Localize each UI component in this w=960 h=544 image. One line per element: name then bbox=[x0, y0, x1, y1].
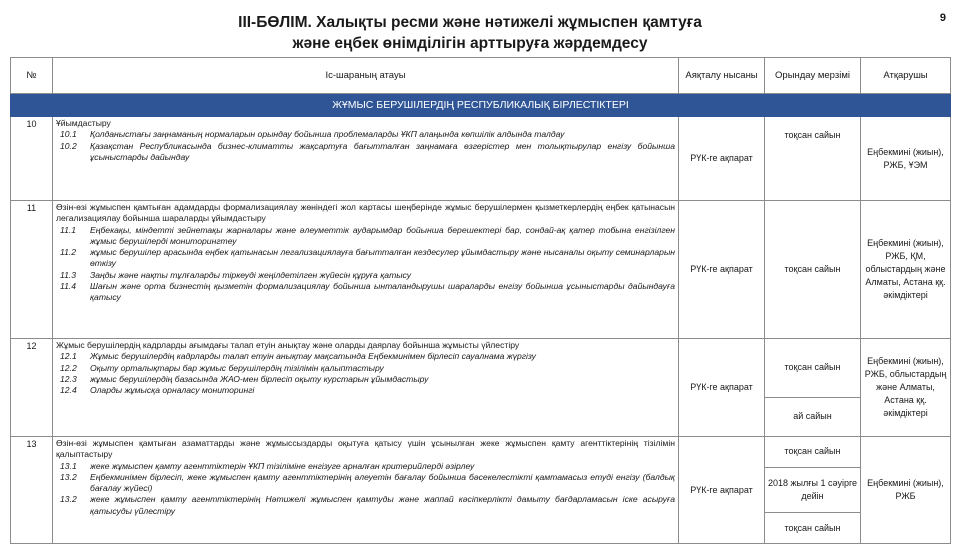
activity-main-text: Жұмыс берушілердің кадрларды ағымдағы талап етуін анықтау және оларды даярлау бойынша жұмысты үйлестіру bbox=[56, 340, 520, 350]
executor: Еңбекмині (жиын), РЖБ, ҚМ, облыстардың және Алматы, Астана ққ. әкімдіктері bbox=[861, 201, 951, 339]
sub-item-number: 12.2 bbox=[60, 362, 77, 373]
sub-item-number: 13.1 bbox=[60, 460, 77, 471]
sub-item-number: 11.2 bbox=[60, 247, 77, 258]
row-number: 11 bbox=[11, 201, 53, 339]
sub-item-number: 13.2 bbox=[60, 471, 77, 482]
completion-form: РҮК-ге ақпарат bbox=[679, 201, 765, 339]
activity-main-text: Өзін-өзі жұмыспен қамтыған азаматтарды және жұмыссыздарды оқытуға қатысу үшін ұсынылған жеке жұмыспен қамту агенттіктерінің тізілімін қалыптастыру bbox=[56, 438, 675, 460]
row-number: 10 bbox=[11, 117, 53, 201]
row-activity bbox=[53, 339, 679, 437]
row-activity bbox=[53, 117, 679, 201]
deadline-stack bbox=[765, 437, 860, 543]
row-number: 13 bbox=[11, 437, 53, 544]
table-header-row bbox=[11, 58, 951, 94]
row-activity bbox=[53, 201, 679, 339]
sub-item bbox=[56, 385, 675, 396]
table-row bbox=[11, 117, 951, 201]
title-line-2: және еңбек өнімділігін арттыруға жәрдемдесу bbox=[292, 35, 648, 52]
sub-item-number: 12.4 bbox=[60, 385, 77, 396]
activity-main-text: Өзін-өзі жұмыспен қамтыған адамдарды формализациялау жөніндегі жол картасы шеңберінде жұмыс берушілермен қызметкерлердің еңбек қатынасын легализациялау бойынша шараларды ұйымдастыру bbox=[56, 202, 675, 224]
sub-item-text: жеке жұмыспен қамту агенттіктерінің Нәтижелі жұмыспен қамтуды және жаппай кәсіпкерлікті дамыту бағдарламасын іске асыруға қатысуды үйлестіру bbox=[90, 494, 675, 516]
sub-item-number: 13.2 bbox=[60, 494, 77, 505]
sub-item bbox=[56, 351, 675, 362]
sub-item-text: жұмыс берушілер арасында еңбек қатынасын легализациялауға бағытталған кездесулер ұйымдастыру және нысаналы оқыту семинарларын өткізу bbox=[90, 247, 675, 269]
sub-item-text: Оларды жұмысқа орналасу мониторингі bbox=[90, 385, 255, 396]
deadline: тоқсан сайын bbox=[765, 437, 860, 468]
sub-item bbox=[56, 472, 675, 495]
sub-item-text: жұмыс берушілердің базасында ЖАО-мен бірлесіп оқыту курстарын ұйымдастыру bbox=[90, 373, 429, 384]
section-title: ЖҰМЫС БЕРУШІЛЕРДІҢ РЕСПУБЛИКАЛЫҚ БІРЛЕСТІКТЕРІ bbox=[11, 94, 951, 117]
deadline: тоқсан сайын bbox=[765, 117, 861, 201]
sub-item-number: 12.1 bbox=[60, 351, 77, 362]
sub-item bbox=[56, 494, 675, 517]
sub-item bbox=[56, 129, 675, 140]
header-completion-form: Аяқталу нысаны bbox=[679, 58, 765, 94]
activity-main-text: Ұйымдастыру bbox=[56, 118, 111, 128]
deadline-cell bbox=[765, 339, 861, 437]
deadline: тоқсан сайын bbox=[765, 339, 860, 398]
action-plan-table bbox=[10, 57, 951, 544]
document-title bbox=[150, 12, 790, 54]
sub-item-number: 10.1 bbox=[60, 129, 77, 140]
deadline-stack bbox=[765, 339, 860, 436]
completion-form: РҮК-ге ақпарат bbox=[679, 339, 765, 437]
sub-item-text: Оқыту орталықтары бар жұмыс берушілердің тізілімін қалыптастыру bbox=[90, 362, 384, 373]
sub-item-text: Еңбекақы, міндетті зейнетақы жарналары және әлеуметтік аударымдар бойынша берешектері бар, сондай-ақ қатер тобына енгізілген жұмыс берушілерді мониторингтеу bbox=[90, 224, 675, 246]
row-number: 12 bbox=[11, 339, 53, 437]
table-row bbox=[11, 339, 951, 437]
sub-item bbox=[56, 141, 675, 164]
sub-item-number: 11.1 bbox=[60, 224, 77, 235]
sub-item bbox=[56, 363, 675, 374]
deadline: тоқсан сайын bbox=[784, 522, 841, 533]
sub-item-number: 11.3 bbox=[60, 269, 77, 280]
sub-item-text: Заңды және нақты тұлғаларды тіркеуді жеңілдетілген жүйесін құруға қатысу bbox=[90, 269, 412, 280]
deadline-cell bbox=[765, 437, 861, 544]
page-number: 9 bbox=[939, 12, 946, 24]
sub-item bbox=[56, 281, 675, 304]
sub-item bbox=[56, 225, 675, 248]
row-activity bbox=[53, 437, 679, 544]
sub-item bbox=[56, 270, 675, 281]
header-executor: Атқарушы bbox=[861, 58, 951, 94]
sub-item-number: 10.2 bbox=[60, 140, 77, 151]
header-activity-name: Іс-шараның атауы bbox=[53, 58, 679, 94]
sub-item bbox=[56, 374, 675, 385]
table-row bbox=[11, 201, 951, 339]
deadline: ай сайын bbox=[793, 411, 832, 422]
sub-item-text: Қолданыстағы заңнаманың нормаларын орындау бойынша проблемаларды ҰКП алаңында көпшілік алдында талдау bbox=[90, 129, 565, 140]
sub-item-text: Еңбекминімен бірлесіп, жеке жұмыспен қамту агенттіктерінің әлеуетін бағалау бойынша бәсекелестікті қамтамасыз етуді енгізу (балдық бағалау жүйесі) bbox=[90, 471, 675, 494]
sub-item-text: Шағын және орта бизнестің қызметін формализациялау бойынша ынталандырушы шараларды енгізу бойынша ұсыныстарды дайындауға қатысу bbox=[90, 281, 675, 303]
sub-item bbox=[56, 247, 675, 270]
executor: Еңбекмині (жиын), РЖБ bbox=[861, 437, 951, 544]
deadline: тоқсан сайын bbox=[765, 201, 861, 339]
sub-item bbox=[56, 461, 675, 472]
completion-form: РҮК-ге ақпарат bbox=[679, 117, 765, 201]
deadline: 2018 жылғы 1 сәуірге дейін bbox=[765, 468, 860, 514]
executor: Еңбекмині (жиын), РЖБ, облыстардың және Алматы, Астана ққ. әкімдіктері bbox=[861, 339, 951, 437]
sub-item-text: Жұмыс берушілердің кадрларды талап етуін анықтау мақсатында Еңбекминімен бірлесіп сауалнама жүргізу bbox=[90, 351, 536, 362]
sub-item-number: 12.3 bbox=[60, 373, 77, 384]
header-number: № bbox=[11, 58, 53, 94]
section-header-row bbox=[11, 94, 951, 117]
title-line-1: III-БӨЛІМ. Халықты ресми және нәтижелі жұмыспен қамтуға bbox=[238, 14, 702, 31]
completion-form: РҮК-ге ақпарат bbox=[679, 437, 765, 544]
sub-item-number: 11.4 bbox=[60, 281, 77, 292]
sub-item-text: жеке жұмыспен қамту агенттіктерін ҰКП тізіліміне енгізуге арналған критерийлерді әзірлеу bbox=[90, 460, 475, 471]
header-deadline: Орындау мерзімі bbox=[765, 58, 861, 94]
executor: Еңбекмині (жиын), РЖБ, ҰЭМ bbox=[861, 117, 951, 201]
table-row bbox=[11, 437, 951, 544]
sub-item-text: Қазақстан Республикасында бизнес-климатты жақсартуға бағытталған заңнамаға өзгерістер мен толықтырулар енгізу бойынша ұсыныстарды дайындау bbox=[90, 140, 675, 162]
